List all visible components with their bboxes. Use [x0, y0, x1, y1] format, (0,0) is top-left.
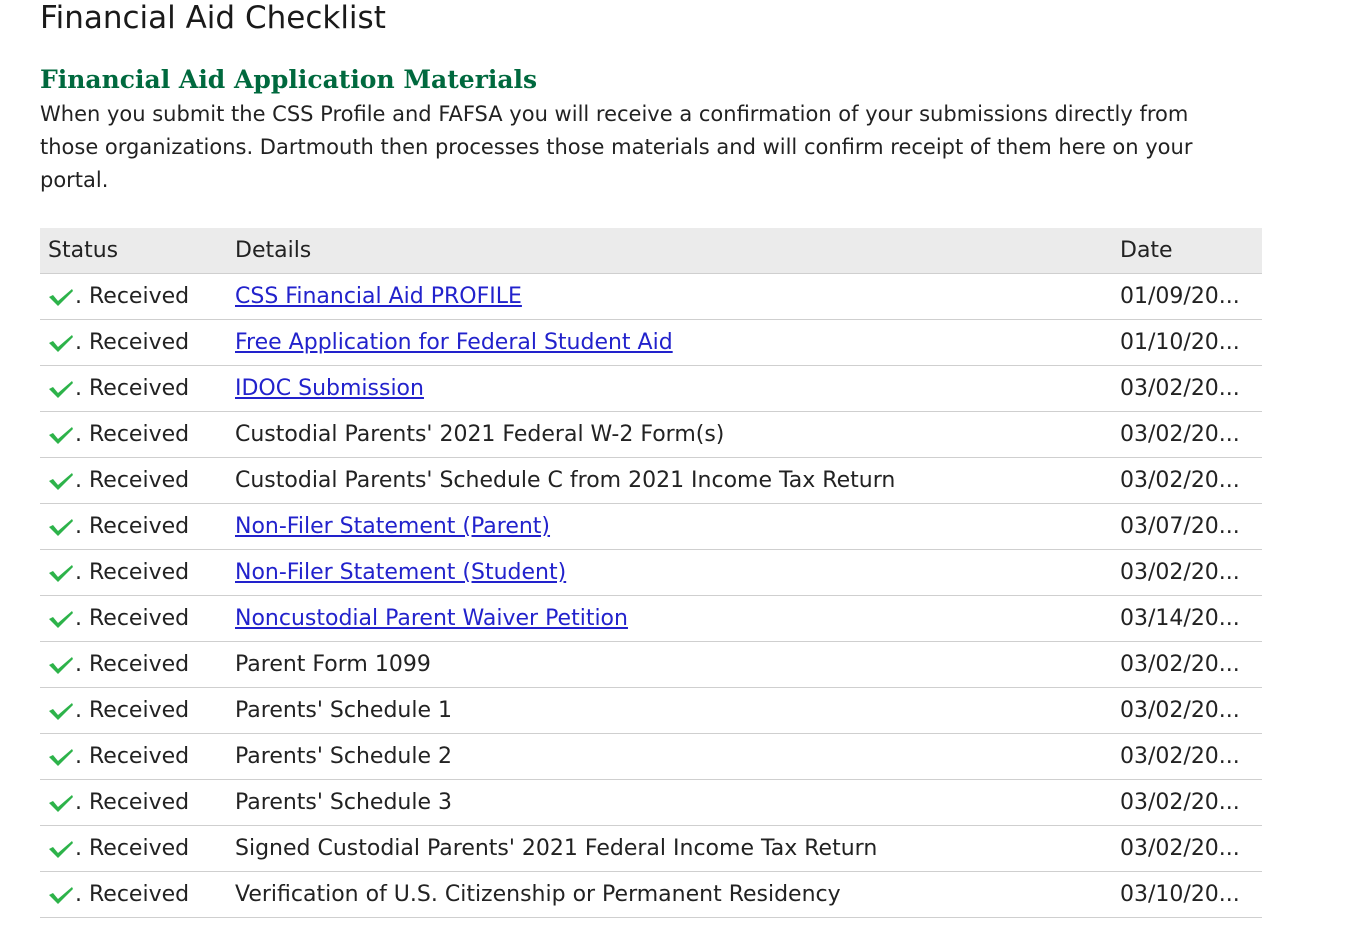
details-cell [227, 458, 1112, 504]
status-label: . Received [75, 468, 190, 493]
checkmark-icon [48, 792, 74, 814]
page-title: Financial Aid Checklist [40, 0, 386, 36]
table-row [40, 412, 1262, 458]
status-cell [40, 412, 227, 458]
date-cell: 03/02/20... [1112, 826, 1262, 872]
checkmark-icon [48, 838, 74, 860]
status-cell [40, 550, 227, 596]
status-wrapper [48, 560, 219, 585]
details-cell [227, 550, 1112, 596]
status-label: . Received [75, 560, 190, 585]
status-cell [40, 734, 227, 780]
detail-text: Custodial Parents' 2021 Federal W-2 Form(s) [235, 422, 725, 447]
checkmark-icon [48, 424, 74, 446]
checkmark-icon [48, 608, 74, 630]
table-row [40, 366, 1262, 412]
table-row [40, 688, 1262, 734]
status-wrapper [48, 422, 219, 447]
table-row [40, 550, 1262, 596]
checklist-body [40, 274, 1262, 918]
table-row [40, 504, 1262, 550]
date-cell: 03/02/20... [1112, 642, 1262, 688]
status-wrapper [48, 514, 219, 539]
status-wrapper [48, 606, 219, 631]
details-cell [227, 596, 1112, 642]
detail-text: Parents' Schedule 3 [235, 790, 453, 815]
detail-text: Signed Custodial Parents' 2021 Federal Income Tax Return [235, 836, 878, 861]
status-wrapper [48, 468, 219, 493]
column-header-details: Details [227, 228, 1112, 274]
checkmark-icon [48, 746, 74, 768]
checkmark-icon [48, 700, 74, 722]
detail-text: Parents' Schedule 2 [235, 744, 453, 769]
status-wrapper [48, 836, 219, 861]
checkmark-icon [48, 378, 74, 400]
status-wrapper [48, 744, 219, 769]
status-wrapper [48, 790, 219, 815]
status-wrapper [48, 698, 219, 723]
details-cell [227, 688, 1112, 734]
table-row [40, 826, 1262, 872]
checkmark-icon [48, 884, 74, 906]
details-cell [227, 826, 1112, 872]
status-label: . Received [75, 652, 190, 677]
status-cell [40, 504, 227, 550]
status-cell [40, 596, 227, 642]
status-cell [40, 826, 227, 872]
status-label: . Received [75, 790, 190, 815]
details-cell [227, 412, 1112, 458]
checkmark-icon [48, 470, 74, 492]
status-label: . Received [75, 376, 190, 401]
status-label: . Received [75, 744, 190, 769]
date-cell: 03/02/20... [1112, 550, 1262, 596]
table-row [40, 596, 1262, 642]
table-row [40, 734, 1262, 780]
detail-link[interactable]: IDOC Submission [235, 376, 424, 401]
detail-link[interactable]: CSS Financial Aid PROFILE [235, 284, 522, 309]
status-wrapper [48, 882, 219, 907]
column-header-status: Status [40, 228, 227, 274]
table-row [40, 274, 1262, 320]
date-cell: 03/14/20... [1112, 596, 1262, 642]
date-cell: 03/02/20... [1112, 412, 1262, 458]
table-row [40, 642, 1262, 688]
details-cell [227, 734, 1112, 780]
table-row [40, 320, 1262, 366]
detail-link[interactable]: Non-Filer Statement (Parent) [235, 514, 551, 539]
status-cell [40, 780, 227, 826]
status-cell [40, 688, 227, 734]
date-cell: 03/02/20... [1112, 458, 1262, 504]
status-label: . Received [75, 836, 190, 861]
status-wrapper [48, 330, 219, 355]
status-cell [40, 366, 227, 412]
status-cell [40, 320, 227, 366]
detail-text: Verification of U.S. Citizenship or Permanent Residency [235, 882, 841, 907]
date-cell: 01/10/20... [1112, 320, 1262, 366]
status-cell [40, 458, 227, 504]
status-cell [40, 872, 227, 918]
section-intro: When you submit the CSS Profile and FAFSA you will receive a confirmation of your submissions directly from those organizations. Dartmouth then processes those materials and will confirm receipt of them here on your portal. [40, 102, 1193, 192]
table-row [40, 872, 1262, 918]
detail-text: Parent Form 1099 [235, 652, 431, 677]
details-cell [227, 274, 1112, 320]
column-header-date: Date [1112, 228, 1262, 274]
details-cell [227, 872, 1112, 918]
detail-link[interactable]: Free Application for Federal Student Aid [235, 330, 673, 355]
table-header-row [40, 228, 1262, 274]
status-label: . Received [75, 330, 190, 355]
status-label: . Received [75, 606, 190, 631]
checkmark-icon [48, 562, 74, 584]
detail-link[interactable]: Noncustodial Parent Waiver Petition [235, 606, 628, 631]
status-label: . Received [75, 422, 190, 447]
details-cell [227, 320, 1112, 366]
date-cell: 03/02/20... [1112, 688, 1262, 734]
details-cell [227, 780, 1112, 826]
detail-text: Custodial Parents' Schedule C from 2021 Income Tax Return [235, 468, 896, 493]
checkmark-icon [48, 332, 74, 354]
checkmark-icon [48, 516, 74, 538]
detail-text: Parents' Schedule 1 [235, 698, 453, 723]
date-cell: 03/02/20... [1112, 734, 1262, 780]
status-label: . Received [75, 882, 190, 907]
details-cell [227, 366, 1112, 412]
status-label: . Received [75, 284, 190, 309]
date-cell: 01/09/20... [1112, 274, 1262, 320]
date-cell: 03/07/20... [1112, 504, 1262, 550]
status-wrapper [48, 376, 219, 401]
status-wrapper [48, 652, 219, 677]
checkmark-icon [48, 286, 74, 308]
status-cell [40, 642, 227, 688]
detail-link[interactable]: Non-Filer Statement (Student) [235, 560, 567, 585]
section-heading: Financial Aid Application Materials [40, 65, 538, 94]
table-row [40, 458, 1262, 504]
checklist-table [40, 228, 1262, 918]
status-label: . Received [75, 514, 190, 539]
table-row [40, 780, 1262, 826]
checkmark-icon [48, 654, 74, 676]
date-cell: 03/10/20... [1112, 872, 1262, 918]
details-cell [227, 504, 1112, 550]
status-wrapper [48, 284, 219, 309]
status-cell [40, 274, 227, 320]
status-label: . Received [75, 698, 190, 723]
date-cell: 03/02/20... [1112, 780, 1262, 826]
details-cell [227, 642, 1112, 688]
date-cell: 03/02/20... [1112, 366, 1262, 412]
